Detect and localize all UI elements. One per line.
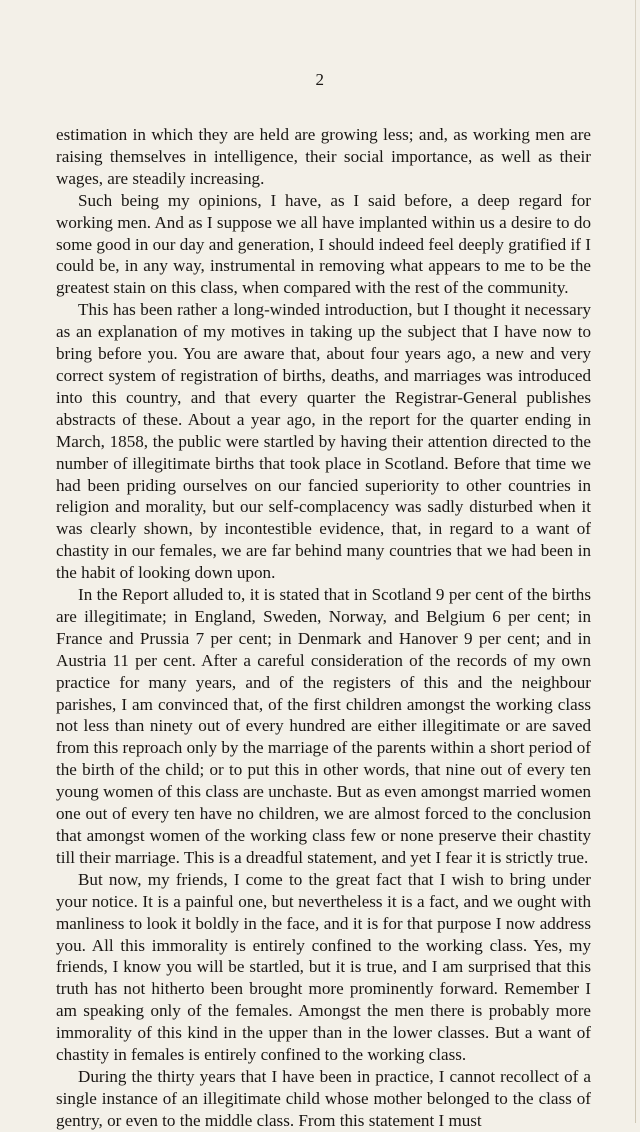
paragraph-2: Such being my opinions, I have, as I said before, a deep regard for working men. And as I suppose we all have implanted within us a desire to do some good in our day and generation, I should indeed feel deeply gratified if I could be, in any way, instrumental in removing what appears to me to be the greatest stain on this class, when compared with the rest of the community. [56,190,591,298]
paragraph-6: During the thirty years that I have been in practice, I cannot recollect of a single instance of an illegitimate child whose mother belonged to the class of gentry, or even to the middle class. From this statement I must [56,1066,591,1130]
paragraph-4: In the Report alluded to, it is stated that in Scotland 9 per cent of the births are illegitimate; in England, Sweden, Norway, and Belgium 6 per cent; in France and Prussia 7 per cent; in Denmark and Hanover 9 per cent; and in Austria 11 per cent. After a careful consideration of the records of my own practice for many years, and of the registers of this and the neighbour parishes, I am convinced that, of the first children amongst the working class not less than ninety out of every hundred are either illegitimate or are saved from this reproach only by the marriage of the parents within a short period of the birth of the child; or to put this in other words, that nine out of every ten young women of this class are unchaste. But as even amongst married women one out of every ten have no children, we are almost forced to the conclusion that amongst women of the working class few or none preserve their chastity till their marriage. This is a dreadful statement, and yet I fear it is strictly true. [56,585,591,867]
document-body [56,124,591,1132]
page-number: 2 [315,70,325,89]
paragraph-1: estimation in which they are held are growing less; and, as working men are raising themselves in intelligence, their social importance, as well as their wages, are steadily increasing. [56,125,591,188]
page-edge [635,0,636,1123]
paragraph-3: This has been rather a long-winded introduction, but I thought it necessary as an explanation of my motives in taking up the subject that I have now to bring before you. You are aware that, about four years ago, a new and very correct system of registration of births, deaths, and marriages was introduced into this country, and that every quarter the Registrar-General publishes abstracts of these. About a year ago, in the report for the quarter ending in March, 1858, the public were startled by having their attention directed to the number of illegitimate births that took place in Scotland. Before that time we had been priding ourselves on our fancied superiority to other countries in religion and morality, but our self-complacency was sadly disturbed when it was clearly shown, by incontestible evidence, that, in regard to a want of chastity in our females, we are far behind many countries that we had been in the habit of looking down upon. [56,300,591,583]
paragraph-5: But now, my friends, I come to the great fact that I wish to bring under your notice. It is a painful one, but nevertheless it is a fact, and we ought with manliness to look it boldly in the face, and it is for that purpose I now address you. All this immorality is entirely confined to the working class. Yes, my friends, I know you will be startled, but it is true, and I am surprised that this truth has not hitherto been brought more prominently forward. Remember I am speaking only of the females. Amongst the men there is probably more immorality of this kind in the upper than in the lower classes. But a want of chastity in females is entirely confined to the working class. [56,869,591,1065]
